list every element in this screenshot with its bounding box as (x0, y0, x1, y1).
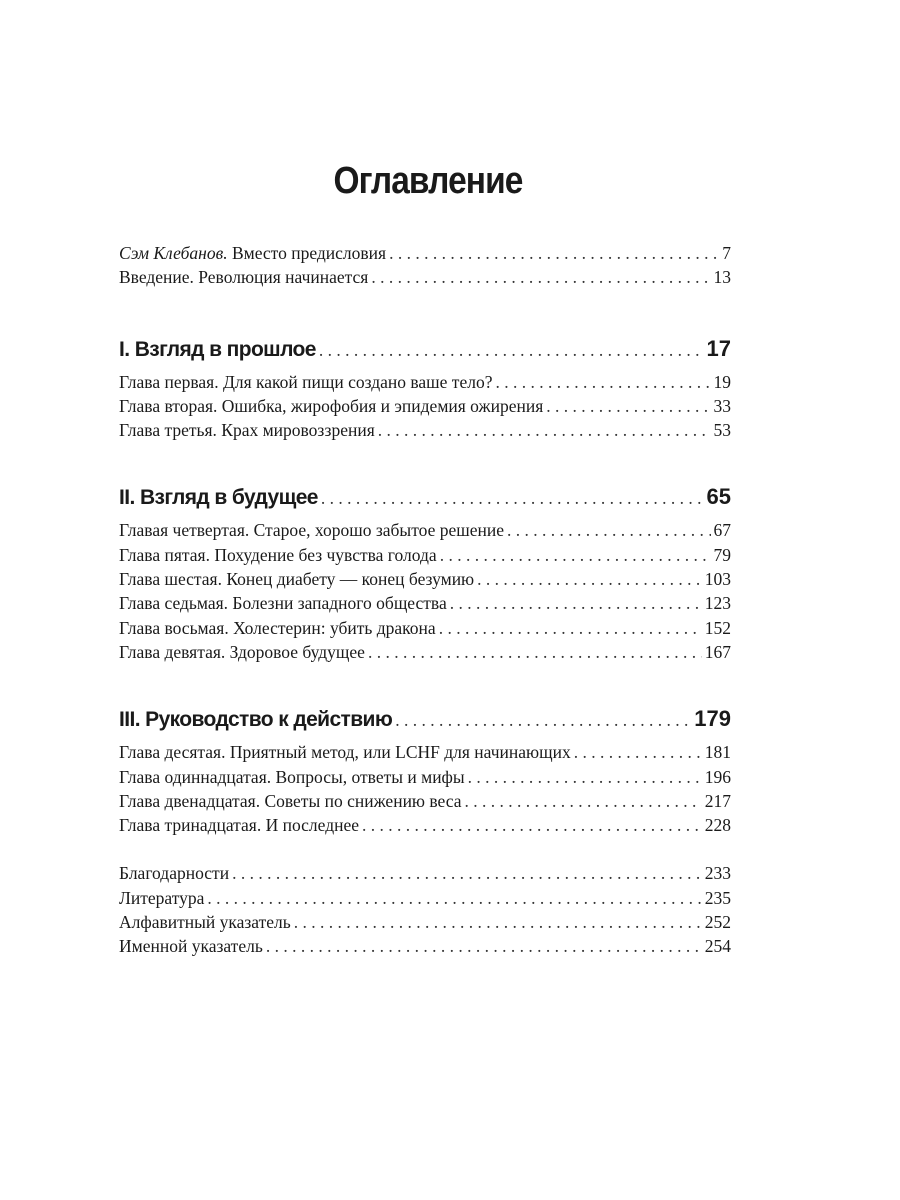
toc-entry-acknowledgements (119, 861, 731, 885)
toc-part-2 (119, 484, 731, 518)
toc-entry-page: 103 (704, 569, 731, 590)
toc-entry-page: 252 (704, 912, 731, 933)
dot-leader (495, 370, 710, 394)
dot-leader (477, 567, 702, 591)
toc-entry-page: 53 (713, 420, 731, 441)
toc-entry-label: Введение. Революция начинается (119, 267, 369, 288)
toc-entry-chapter (119, 543, 731, 567)
toc-entry-page: 233 (704, 863, 731, 884)
toc-entry-page: 67 (713, 520, 731, 541)
toc-entry-label: Глава пятая. Похудение без чувства голода (119, 544, 437, 565)
toc-entry-label: Главая четвертая. Старое, хорошо забытое решение (119, 520, 504, 541)
toc-entry-chapter (119, 765, 731, 789)
toc-entry-label: Глава десятая. Приятный метод, или LCHF для начинающих (119, 742, 571, 763)
toc-part-1 (119, 336, 731, 370)
dot-leader (546, 394, 710, 418)
dot-leader (389, 241, 719, 265)
toc-entry-label: Литература (119, 887, 205, 908)
dot-leader (468, 765, 702, 789)
toc-entry-chapter (119, 567, 731, 591)
foreword-author: Сэм Клебанов. (119, 243, 228, 263)
toc-entry-label: Глава тринадцатая. И последнее (119, 815, 360, 836)
dot-leader (371, 265, 710, 289)
toc-entry-label: Глава восьмая. Холестерин: убить дракона (119, 617, 436, 638)
toc-entry-label: Глава первая. Для какой пищи создано ваше тело? (119, 371, 493, 392)
toc-entry-label: Глава седьмая. Болезни западного общества (119, 593, 447, 614)
toc-part-3 (119, 706, 731, 740)
toc-entry-subject-index (119, 910, 731, 934)
toc-entry-label: Именной указатель (119, 936, 263, 957)
toc-entry-page: 181 (704, 742, 731, 763)
toc-entry-chapter (119, 518, 731, 542)
toc-entry-page: 123 (704, 593, 731, 614)
toc-entry-label: Глава девятая. Здоровое будущее (119, 641, 365, 662)
dot-leader (465, 789, 702, 813)
table-of-contents (119, 241, 731, 959)
toc-entry-page: 33 (713, 395, 731, 416)
toc-entry-label: Глава одиннадцатая. Вопросы, ответы и мифы (119, 766, 465, 787)
toc-entry-chapter (119, 394, 731, 418)
dot-leader (319, 340, 704, 361)
toc-entry-name-index (119, 934, 731, 958)
toc-entry-page: 19 (713, 371, 731, 392)
toc-entry-chapter (119, 640, 731, 664)
toc-entry-page: 167 (704, 641, 731, 662)
toc-entry-page: 217 (704, 790, 731, 811)
toc-entry-label: Глава третья. Крах мировоззрения (119, 420, 375, 441)
dot-leader (362, 813, 702, 837)
toc-entry-chapter (119, 591, 731, 615)
toc-entry-chapter (119, 616, 731, 640)
dot-leader (321, 488, 704, 509)
part-label: III. Руководство к действию (119, 708, 393, 732)
toc-entry-page: 235 (704, 887, 731, 908)
dot-leader (378, 418, 711, 442)
dot-leader (368, 640, 702, 664)
part-page: 65 (706, 484, 731, 510)
toc-entry-page: 254 (704, 936, 731, 957)
dot-leader (395, 710, 691, 731)
toc-entry-page: 13 (713, 267, 731, 288)
dot-leader (266, 934, 702, 958)
toc-entry-page: 228 (704, 815, 731, 836)
part-page: 179 (694, 706, 731, 732)
toc-entry-page: 79 (713, 544, 731, 565)
dot-leader (439, 616, 702, 640)
toc-entry-literature (119, 886, 731, 910)
toc-entry-page: 7 (722, 243, 731, 263)
dot-leader (207, 886, 701, 910)
toc-entry-chapter (119, 813, 731, 837)
toc-entry-introduction (119, 265, 731, 289)
dot-leader (294, 910, 702, 934)
toc-entry-label: Алфавитный указатель (119, 912, 291, 933)
toc-entry-chapter (119, 789, 731, 813)
foreword-title: Вместо предисловия (227, 243, 387, 263)
toc-entry-chapter (119, 418, 731, 442)
toc-entry-label (119, 241, 386, 265)
toc-entry-chapter (119, 740, 731, 764)
toc-entry-page: 152 (704, 617, 731, 638)
dot-leader (232, 861, 702, 885)
toc-entry-page: 196 (704, 766, 731, 787)
dot-leader (450, 591, 702, 615)
dot-leader (440, 543, 711, 567)
page-title: Оглавление (333, 160, 523, 202)
toc-entry-foreword (119, 241, 731, 265)
toc-entry-label: Благодарности (119, 863, 230, 884)
toc-entry-chapter (119, 370, 731, 394)
dot-leader (574, 740, 702, 764)
toc-entry-label: Глава двенадцатая. Советы по снижению веса (119, 790, 462, 811)
part-label: II. Взгляд в будущее (119, 486, 318, 510)
part-label: I. Взгляд в прошлое (119, 337, 316, 361)
toc-entry-label: Глава шестая. Конец диабету — конец безумию (119, 569, 475, 590)
part-page: 17 (706, 335, 731, 361)
toc-entry-label: Глава вторая. Ошибка, жирофобия и эпидемия ожирения (119, 395, 544, 416)
dot-leader (507, 518, 711, 542)
